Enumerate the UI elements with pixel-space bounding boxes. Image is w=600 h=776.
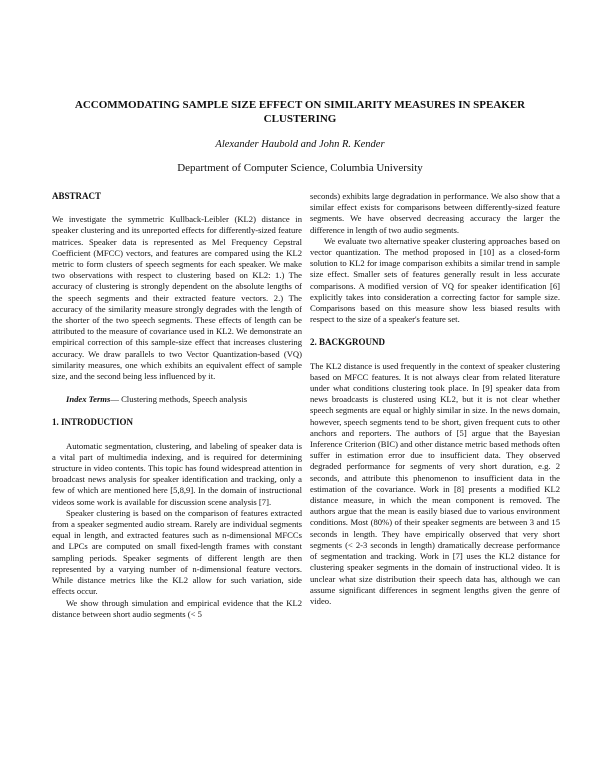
background-paragraph: The KL2 distance is used frequently in the context of speaker clustering based on MFCC features. It is not always clear from related literature under what conditions clustering took place. In [9] speaker data from news broadcasts is clustered using KL2, but it is not clear whether speech segments are equal or highly similar in size. In the news domain, however, speech segments tend to be short, given frequent cuts to other anchors and reporters. The authors of [5] argue that the Bayesian Inference Criterion (BIC) and other distance metric based methods often suffer in estimation error due to insufficient data. They observed degraded performance for segments of very short duration, e.g. 2 seconds, and attribute this phenomenon to insufficient data in the estimation of the covariance. Work in [8] presents a modified KL2 distance measure, in which the mean component is removed. The authors argue that the mean is easily biased due to various environment conditions. Most (80%) of their speaker segments are between 3 and 15 seconds in length. They have empirically observed that very short segments (< 2-3 seconds in length) dramatically decrease performance of segmentation and tracking. Work in [7] uses the KL2 distance for clustering speaker segments in the domain of instructional video. It is unclear what size distribution their speech data has, although we can assume significant differences in segment lengths given the genre of video. [310,360,560,606]
intro-paragraph-2: Speaker clustering is based on the comparison of features extracted from a speaker segmented audio stream. Rarely are individual segments equal in length, and extracted features such as n-dimensional MFCCs and LPCs are computed on small fixed-length frames with constant sampling periods. Speaker segments of different length are then represented by a varying number of n-dimensional feature vectors. While distance metrics like the KL2 allow for such variation, side effects occur. [52,507,302,597]
paper-title: ACCOMMODATING SAMPLE SIZE EFFECT ON SIMILARITY MEASURES IN SPEAKER CLUSTERING [74,99,526,125]
left-column [52,191,302,620]
intro-paragraph-1: Automatic segmentation, clustering, and labeling of speaker data is a vital part of multimedia indexing, and is required for determining structure in video contents. This topic has found widespread attention in broadcast news analysis for speaker identification and tracking, only a few of which are mentioned here [5,8,9]. In the domain of instructional videos some work is available for discussion scene analysis [7]. [52,440,302,507]
right-column [310,191,560,607]
intro-heading: 1. INTRODUCTION [52,417,134,428]
index-terms [52,394,302,405]
affiliation: Department of Computer Science, Columbia University [177,162,423,174]
authors: Alexander Haubold and John R. Kender [215,139,385,150]
index-terms-text: — Clustering methods, Speech analysis [110,394,248,405]
index-terms-label: Index Terms [66,394,111,405]
right-paragraph-1: seconds) exhibits large degradation in performance. We also show that a similar effect exists for comparisons between differently-sized feature segments. We have observed decreasing accuracy the larger the difference in length of two audio segments. [310,191,560,235]
abstract-text: We investigate the symmetric Kullback-Leibler (KL2) distance in speaker clustering and its unreported effects for differently-sized feature matrices. Speaker data is represented as Mel Frequency Cepstral Coefficient (MFCC) vectors, and features are compared using the KL2 metric to form clusters of speech segments for each speaker. We make two observations with respect to clustering based on KL2: 1.) The accuracy of clustering is strongly dependent on the absolute lengths of the speech segments and their extracted feature vectors. 2.) The accuracy of the similarity measure strongly degrades with the length of the shorter of the two speech segments. These effects of length can be attributed to the measure of covariance used in KL2. We demonstrate an empirical correction of this sample-size effect that increases clustering accuracy. We draw parallels to two Vector Quantization-based (VQ) similarity measures, one which exhibits an equivalent effect of sample size, and the second being less influenced by it. [52,214,302,382]
abstract-heading: ABSTRACT [52,191,102,201]
intro-paragraph-3: We show through simulation and empirical evidence that the KL2 distance between short audio segments (< 5 [52,597,302,619]
background-heading: 2. BACKGROUND [310,337,386,348]
right-paragraph-2: We evaluate two alternative speaker clustering approaches based on vector quantization. The method proposed in [10] as a closed-form solution to KL2 for image comparison exhibits a similar trend in sample size effect. Smaller sets of features generally result in less accurate comparisons. A modified version of VQ for speaker identification [6] explicitly takes into consideration a correcting factor for sample size. Comparisons based on this measure show less biased results with respect to the size of a speaker's feature set. [310,235,560,325]
